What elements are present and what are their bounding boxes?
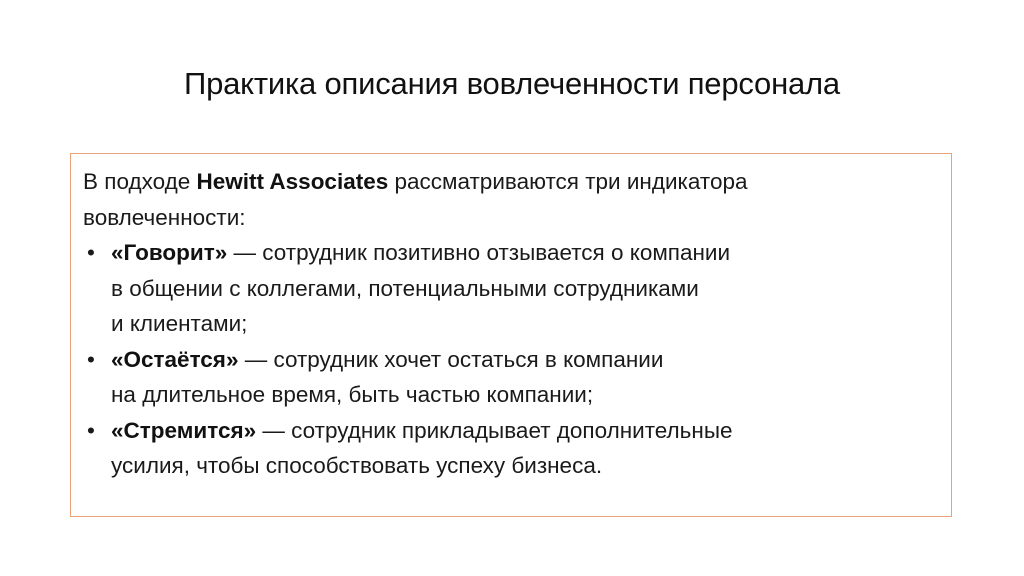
bullet-text: — сотрудник позитивно отзывается о компании xyxy=(227,240,731,265)
bullet-text: в общении с коллегами, потенциальными сотрудниками xyxy=(111,275,699,301)
bullet-term: «Стремится» xyxy=(111,417,257,443)
bullet-icon: • xyxy=(87,346,95,372)
company-name: Hewitt Associates xyxy=(196,169,389,194)
intro-text-start: В подходе xyxy=(83,169,197,194)
intro-text-line2: вовлеченности: xyxy=(83,204,246,230)
bullet-text: — сотрудник прикладывает дополнительные xyxy=(256,417,733,443)
bullet-icon: • xyxy=(87,417,95,443)
intro-text-end: рассматриваются три индикатора xyxy=(388,169,748,194)
bullet-text: на длительное время, быть частью компании; xyxy=(111,382,594,407)
bullet-icon: • xyxy=(87,240,95,265)
bullet-item-speaks xyxy=(83,235,939,342)
bullet-term: «Говорит» xyxy=(111,240,228,265)
bullet-item-stays xyxy=(83,342,939,413)
content-box xyxy=(70,153,952,517)
bullet-text: усилия, чтобы способствовать успеху бизнеса. xyxy=(111,453,603,478)
bullet-item-strives xyxy=(83,413,939,484)
bullet-text: и клиентами; xyxy=(111,311,248,336)
bullet-text: — сотрудник хочет остаться в компании xyxy=(238,346,664,372)
slide-title: Практика описания вовлеченности персонала xyxy=(184,66,840,101)
intro-paragraph xyxy=(83,164,939,235)
bullet-term: «Остаётся» xyxy=(111,346,239,372)
